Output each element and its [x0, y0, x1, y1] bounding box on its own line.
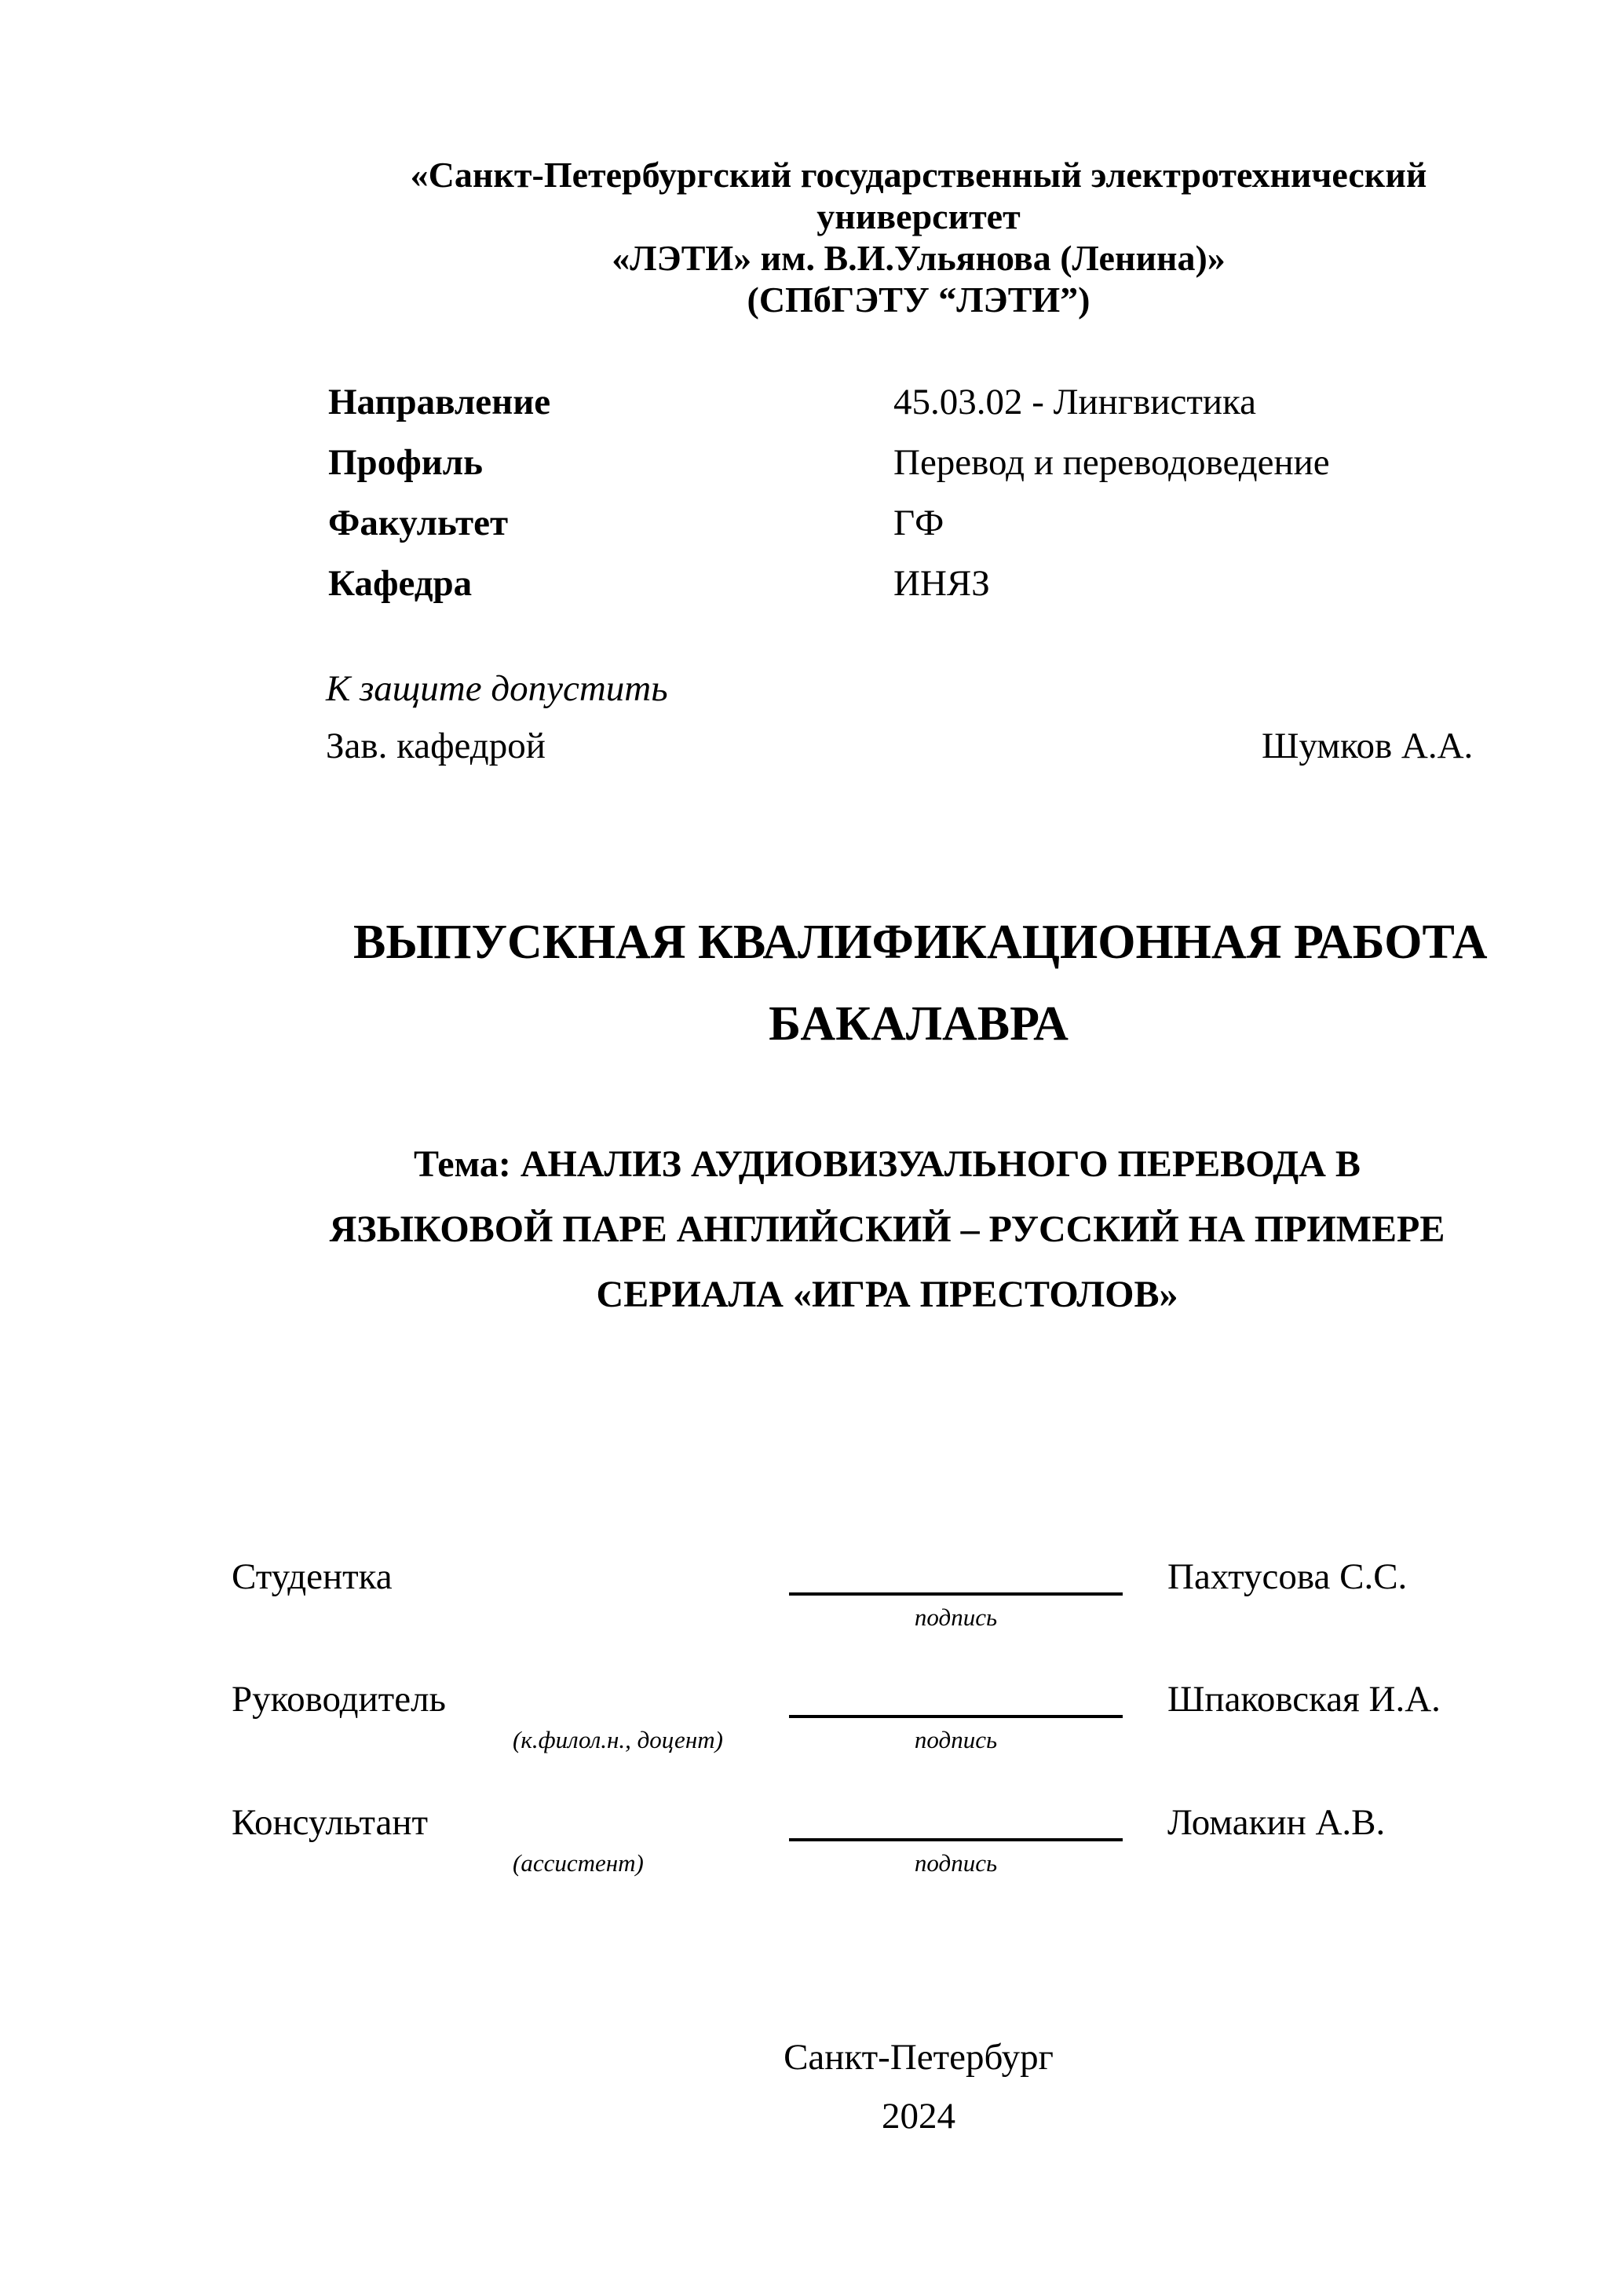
requisite-row-department — [328, 554, 1482, 614]
requisite-label: Профиль — [328, 442, 484, 483]
university-header — [353, 154, 1484, 320]
thesis-theme-line-2: ЯЗЫКОВОЙ ПАРЕ АНГЛИЙСКИЙ – РУССКИЙ НА ПРИМЕРЕ — [329, 1208, 1445, 1250]
signature-row-supervisor — [232, 1677, 1484, 1779]
requisite-value: 45.03.02 - Лингвистика — [893, 382, 1256, 422]
university-header-line-1: «Санкт-Петербургский государственный электротехнический — [410, 155, 1427, 195]
signature-degree: (ассистент) — [513, 1849, 644, 1877]
requisite-label: Факультет — [328, 503, 509, 543]
admission-row — [326, 724, 1484, 768]
admission-note: К защите допустить — [326, 668, 668, 709]
requisite-label: Кафедра — [328, 563, 473, 604]
signature-line — [789, 1801, 1123, 1841]
department-head-label: Зав. кафедрой — [326, 726, 546, 766]
signature-line — [789, 1555, 1123, 1596]
signature-role: Руководитель — [232, 1679, 446, 1720]
thesis-theme-line-1: Тема: АНАЛИЗ АУДИОВИЗУАЛЬНОГО ПЕРЕВОДА В — [414, 1143, 1361, 1185]
requisite-row-profile — [328, 433, 1482, 493]
signature-name: Пахтусова С.С. — [1167, 1556, 1408, 1597]
signature-row-consultant — [232, 1801, 1484, 1903]
university-header-line-2: университет — [816, 196, 1021, 236]
university-header-line-4: (СПбГЭТУ “ЛЭТИ”) — [747, 280, 1090, 320]
footer-block — [353, 2028, 1484, 2146]
department-head-name: Шумков А.А. — [1262, 726, 1474, 766]
requisite-value: Перевод и переводоведение — [893, 442, 1330, 483]
requisite-value: ГФ — [893, 503, 944, 543]
thesis-theme — [306, 1132, 1468, 1327]
signature-row-student — [232, 1555, 1484, 1657]
requisite-label: Направление — [328, 382, 551, 422]
signature-degree: (к.филол.н., доцент) — [513, 1726, 723, 1753]
thesis-theme-line-3: СЕРИАЛА «ИГРА ПРЕСТОЛОВ» — [596, 1274, 1178, 1315]
requisite-value: ИНЯЗ — [893, 563, 990, 604]
signature-role: Студентка — [232, 1556, 393, 1597]
university-header-line-3: «ЛЭТИ» им. В.И.Ульянова (Ленина)» — [612, 238, 1226, 278]
signature-line — [789, 1677, 1123, 1718]
thesis-type-title-line-2: БАКАЛАВРА — [769, 997, 1069, 1051]
requisites-block — [328, 372, 1482, 614]
signature-caption: подпись — [914, 1849, 998, 1877]
signature-role: Консультант — [232, 1802, 429, 1843]
footer-year: 2024 — [882, 2096, 955, 2137]
thesis-type-title-line-1: ВЫПУСКНАЯ КВАЛИФИКАЦИОННАЯ РАБОТА — [353, 916, 1488, 969]
footer-city: Санкт-Петербург — [784, 2037, 1054, 2078]
requisite-row-direction — [328, 372, 1482, 433]
thesis-type-title — [353, 901, 1488, 1065]
signature-name: Шпаковская И.А. — [1167, 1679, 1441, 1720]
signature-caption: подпись — [914, 1603, 998, 1631]
signature-name: Ломакин А.В. — [1167, 1802, 1386, 1843]
requisite-row-faculty — [328, 493, 1482, 554]
signature-caption: подпись — [914, 1726, 998, 1753]
